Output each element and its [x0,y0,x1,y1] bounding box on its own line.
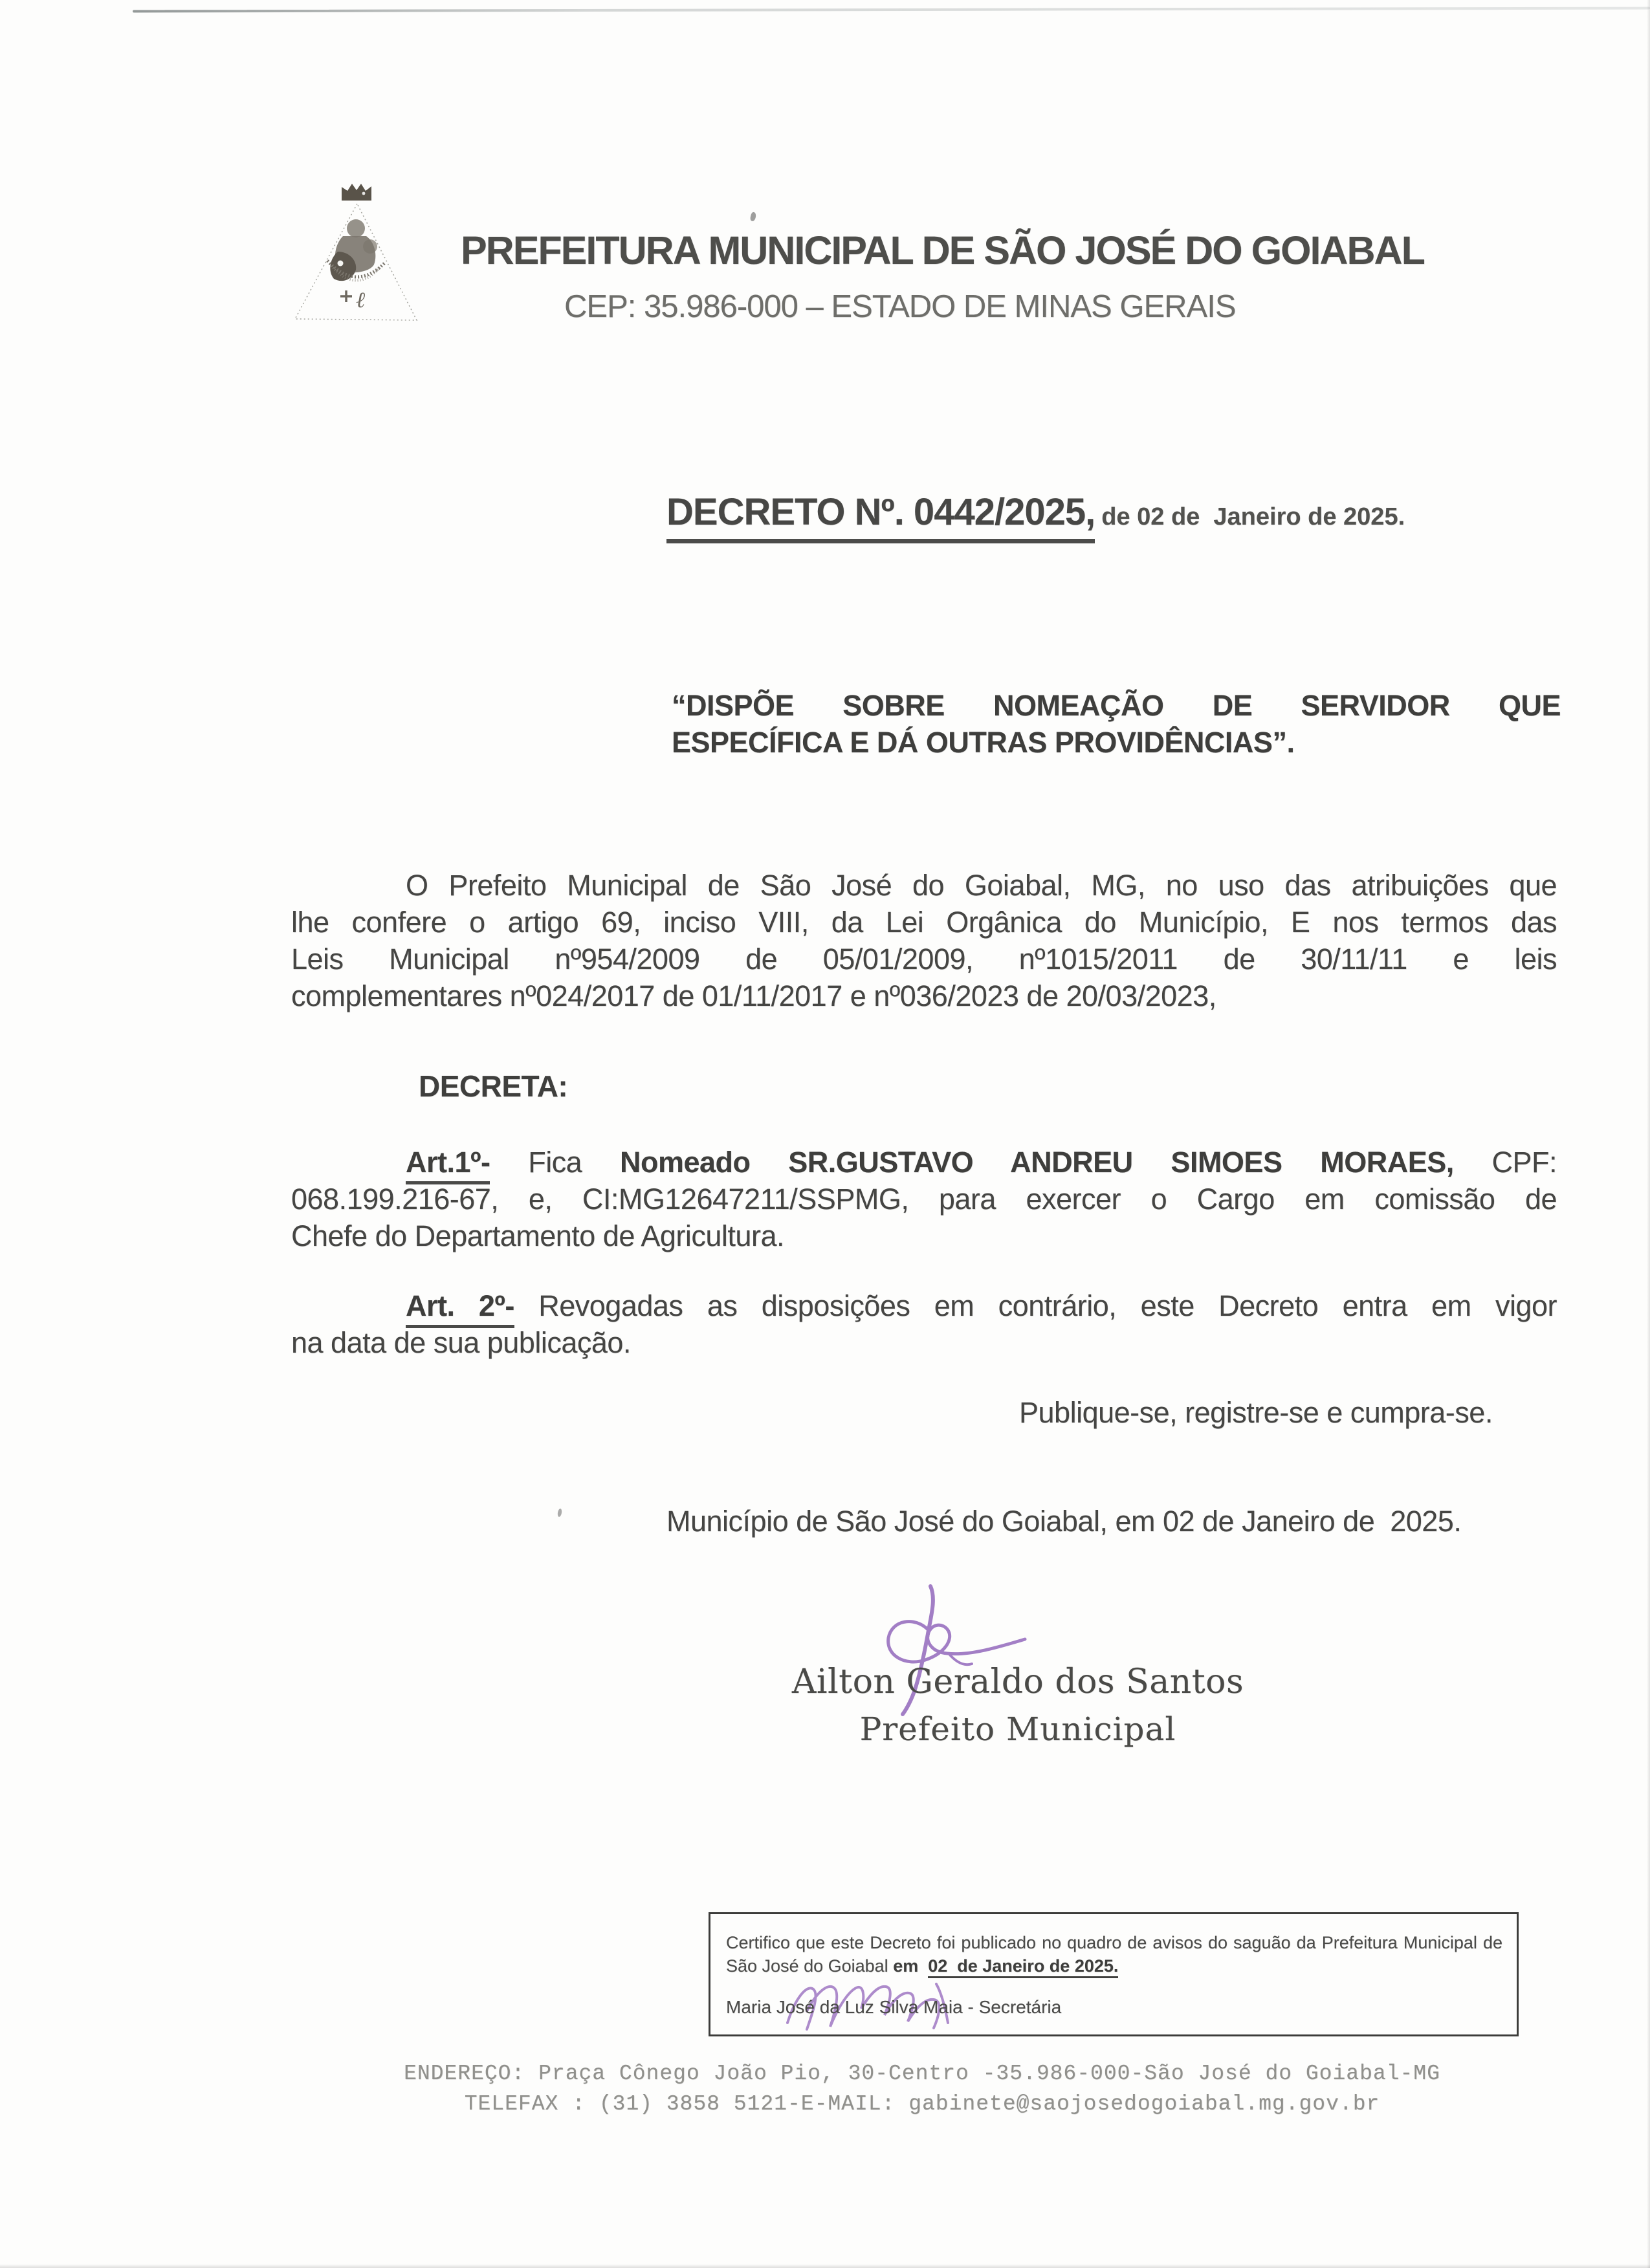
mayor-name: Ailton Geraldo dos Santos [791,1663,1244,1701]
certification-box [709,1912,1519,2036]
page-title: PREFEITURA MUNICIPAL DE SÃO JOSÉ DO GOIABAL [461,228,1424,272]
text-run: “DISPÕE SOBRE NOMEAÇÃO DE SERVIDOR QUE [672,689,1561,722]
text-run: Art. 2º- [406,1289,514,1328]
publish-clause: Publique-se, registre-se e cumpra-se. [1019,1396,1493,1429]
text-line [291,977,1557,1014]
scan-speck [557,1509,562,1518]
svg-text:ℓ: ℓ [356,287,366,313]
scan-edge-shadow-right [1647,0,1650,2268]
text-run: complementares nº024/2017 de 01/11/2017 e nº036/2023 de 20/03/2023, [291,979,1216,1012]
text-line [291,1217,1557,1254]
text-run: São José do Goiabal [726,1956,894,1976]
article-1 [291,1144,1557,1254]
text-run: O Prefeito Municipal de São José do Goiabal, MG, no uso das atribuições que [406,869,1557,902]
article-2 [291,1287,1557,1361]
text-run: CPF: [1453,1146,1557,1179]
text-run: na data de sua publicação. [291,1326,631,1359]
preamble-paragraph [291,867,1557,1014]
summary-quote [672,687,1561,761]
text-line [291,1324,1557,1361]
footer-telefax: TELEFAX : (31) 3858 5121-E-MAIL: gabinete@saojosedogoiabal.mg.gov.br [464,2092,1380,2116]
scan-speck [749,212,756,222]
text-line [672,724,1561,761]
header-cep-line: CEP: 35.986-000 – ESTADO DE MINAS GERAIS [564,289,1236,324]
text-line [291,867,1557,904]
decree-title-line [666,490,1405,534]
footer-address: ENDEREÇO: Praça Cônego João Pio, 30-Centro -35.986-000-São José do Goiabal-MG [404,2062,1440,2086]
scan-line-artifact [133,7,1650,13]
text-line [291,941,1557,977]
text-run: Nomeado SR.GUSTAVO ANDREU SIMOES MORAES, [619,1146,1454,1179]
text-run: lhe confere o artigo 69, inciso VIII, da Lei Orgânica do Município, E nos termos das [291,906,1557,939]
mayor-role: Prefeito Municipal [859,1710,1176,1748]
text-run: 02 de Janeiro de 2025. [928,1956,1118,1978]
decreta-heading: DECRETA: [419,1069,568,1103]
scan-edge-shadow-bottom [0,2264,1650,2268]
text-line [726,1931,1502,1954]
text-run: Fica [490,1146,620,1179]
text-line [291,1287,1557,1324]
text-run: Certifico que este Decreto foi publicado no quadro de avisos do saguão da Prefeitura Municipal de [726,1933,1502,1952]
signature-block [759,1663,1277,1748]
text-run: Art.1º- [406,1146,490,1184]
text-run: Leis Municipal nº954/2009 de 05/01/2009, nº1015/2011 de 30/11/11 e leis [291,943,1557,976]
text-run: ESPECÍFICA E DÁ OUTRAS PROVIDÊNCIAS”. [672,726,1295,759]
text-line [672,687,1561,724]
text-run: 068.199.216-67, e, CI:MG12647211/SSPMG, para exercer o Cargo em comissão de [291,1183,1557,1216]
text-run: Revogadas as disposições em contrário, este Decreto entra em vigor [514,1289,1557,1322]
decree-date: de 02 de Janeiro de 2025. [1101,503,1405,530]
text-line [291,1181,1557,1217]
page-footer [291,2058,1553,2119]
secretary-name-line: Maria José da Luz Silva Maia - Secretária [726,1997,1062,2017]
municipal-coat-of-arms-icon [283,164,445,342]
decree-number: DECRETO Nº. 0442/2025, [666,491,1095,543]
text-run: em [893,1956,929,1976]
text-run: Chefe do Departamento de Agricultura. [291,1219,784,1252]
text-line [291,1144,1557,1181]
text-line [291,904,1557,941]
place-date-line: Município de São José do Goiabal, em 02 de Janeiro de 2025. [666,1505,1462,1538]
